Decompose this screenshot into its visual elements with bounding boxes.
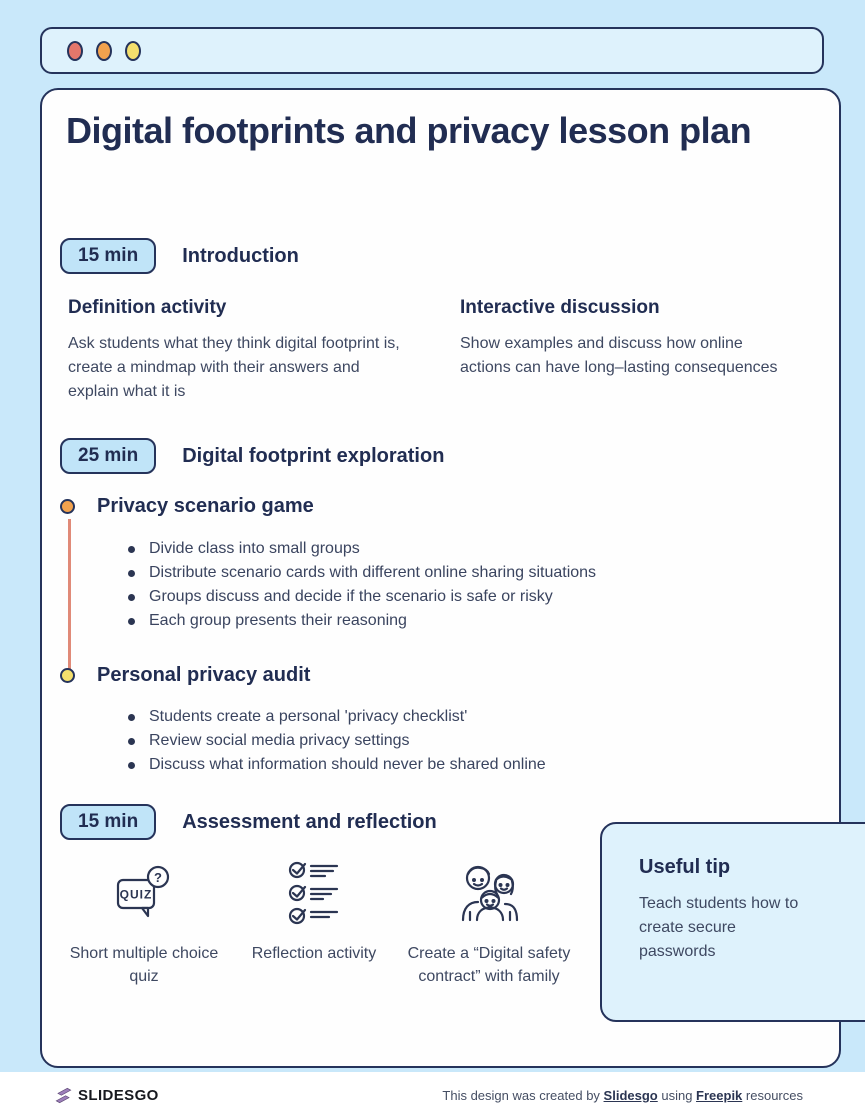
- slidesgo-link[interactable]: Slidesgo: [603, 1088, 658, 1103]
- svg-text:?: ?: [154, 870, 162, 885]
- quiz-bubble-icon: [105, 856, 183, 930]
- browser-topbar: [40, 27, 824, 74]
- activity-contract: [404, 856, 574, 988]
- column-body: Show examples and discuss how online actions can have long–lasting consequences: [460, 335, 778, 376]
- list-item: [128, 729, 546, 753]
- footer: [0, 1072, 865, 1119]
- timeline-item-title: Privacy scenario game: [97, 495, 314, 517]
- section-introduction-header: [60, 238, 299, 274]
- list-item: [128, 585, 596, 609]
- window-maximize-button[interactable]: [125, 41, 141, 61]
- tip-title: Useful tip: [639, 856, 731, 878]
- bullet-dot: [128, 762, 135, 769]
- timeline-connector-line: [68, 519, 71, 669]
- bullet-text: Each group presents their reasoning: [149, 612, 407, 629]
- bullet-dot: [128, 618, 135, 625]
- timeline-bullet-list: [128, 537, 596, 633]
- section-heading: Introduction: [182, 244, 299, 267]
- bullet-dot: [128, 546, 135, 553]
- checklist-icon: [275, 856, 353, 930]
- bullet-text: Review social media privacy settings: [149, 732, 410, 749]
- list-item: [128, 609, 596, 633]
- duration-badge: 25 min: [60, 438, 156, 474]
- brand-name: SLIDESGO: [78, 1087, 159, 1104]
- window-close-button[interactable]: [67, 41, 83, 61]
- window-minimize-button[interactable]: [96, 41, 112, 61]
- activity-label: Short multiple choice quiz: [69, 945, 219, 986]
- bullet-dot: [128, 594, 135, 601]
- attribution: [442, 1088, 803, 1103]
- attribution-text: resources: [742, 1088, 803, 1103]
- section-assessment-header: [60, 804, 437, 840]
- timeline-bullet-list: [128, 705, 546, 777]
- activity-quiz: [64, 856, 224, 988]
- useful-tip-box: [600, 822, 865, 1022]
- column-body: Ask students what they think digital footprint is, create a mindmap with their answers and explain what it is: [68, 335, 400, 400]
- list-item: [128, 753, 546, 777]
- list-item: [128, 561, 596, 585]
- column-title: Interactive discussion: [460, 297, 660, 318]
- attribution-text: using: [657, 1088, 697, 1103]
- introduction-columns: [68, 297, 796, 404]
- section-heading: Digital footprint exploration: [182, 444, 445, 467]
- list-item: [128, 705, 546, 729]
- column-title: Definition activity: [68, 297, 227, 318]
- section-exploration-header: [60, 438, 444, 474]
- timeline-dot-yellow: [60, 668, 75, 683]
- bullet-dot: [128, 570, 135, 577]
- page-title: Digital footprints and privacy lesson plan: [66, 110, 752, 151]
- svg-text:QUIZ: QUIZ: [119, 887, 153, 902]
- column-interactive-discussion: [460, 297, 796, 404]
- bullet-text: Divide class into small groups: [149, 540, 360, 557]
- slidesgo-logo: [55, 1087, 159, 1104]
- bullet-text: Discuss what information should never be shared online: [149, 756, 546, 773]
- column-definition-activity: [68, 297, 404, 404]
- activity-label: Create a “Digital safety contract” with family: [407, 945, 571, 986]
- duration-badge: 15 min: [60, 238, 156, 274]
- bullet-text: Students create a personal 'privacy checklist': [149, 708, 468, 725]
- bullet-text: Groups discuss and decide if the scenario is safe or risky: [149, 588, 553, 605]
- section-heading: Assessment and reflection: [182, 810, 437, 833]
- duration-badge: 15 min: [60, 804, 156, 840]
- family-icon: [450, 856, 528, 930]
- timeline-dot-orange: [60, 499, 75, 514]
- freepik-link[interactable]: Freepik: [696, 1088, 743, 1103]
- bullet-dot: [128, 738, 135, 745]
- attribution-text: This design was created by: [442, 1088, 604, 1103]
- bullet-dot: [128, 714, 135, 721]
- activity-label: Reflection activity: [251, 945, 377, 962]
- tip-body: Teach students how to create secure passwords: [639, 895, 799, 960]
- slidesgo-s-icon: [55, 1087, 72, 1104]
- list-item: [128, 537, 596, 561]
- timeline-item-title: Personal privacy audit: [97, 664, 311, 686]
- activity-reflection: [234, 856, 394, 965]
- bullet-text: Distribute scenario cards with different online sharing situations: [149, 564, 597, 581]
